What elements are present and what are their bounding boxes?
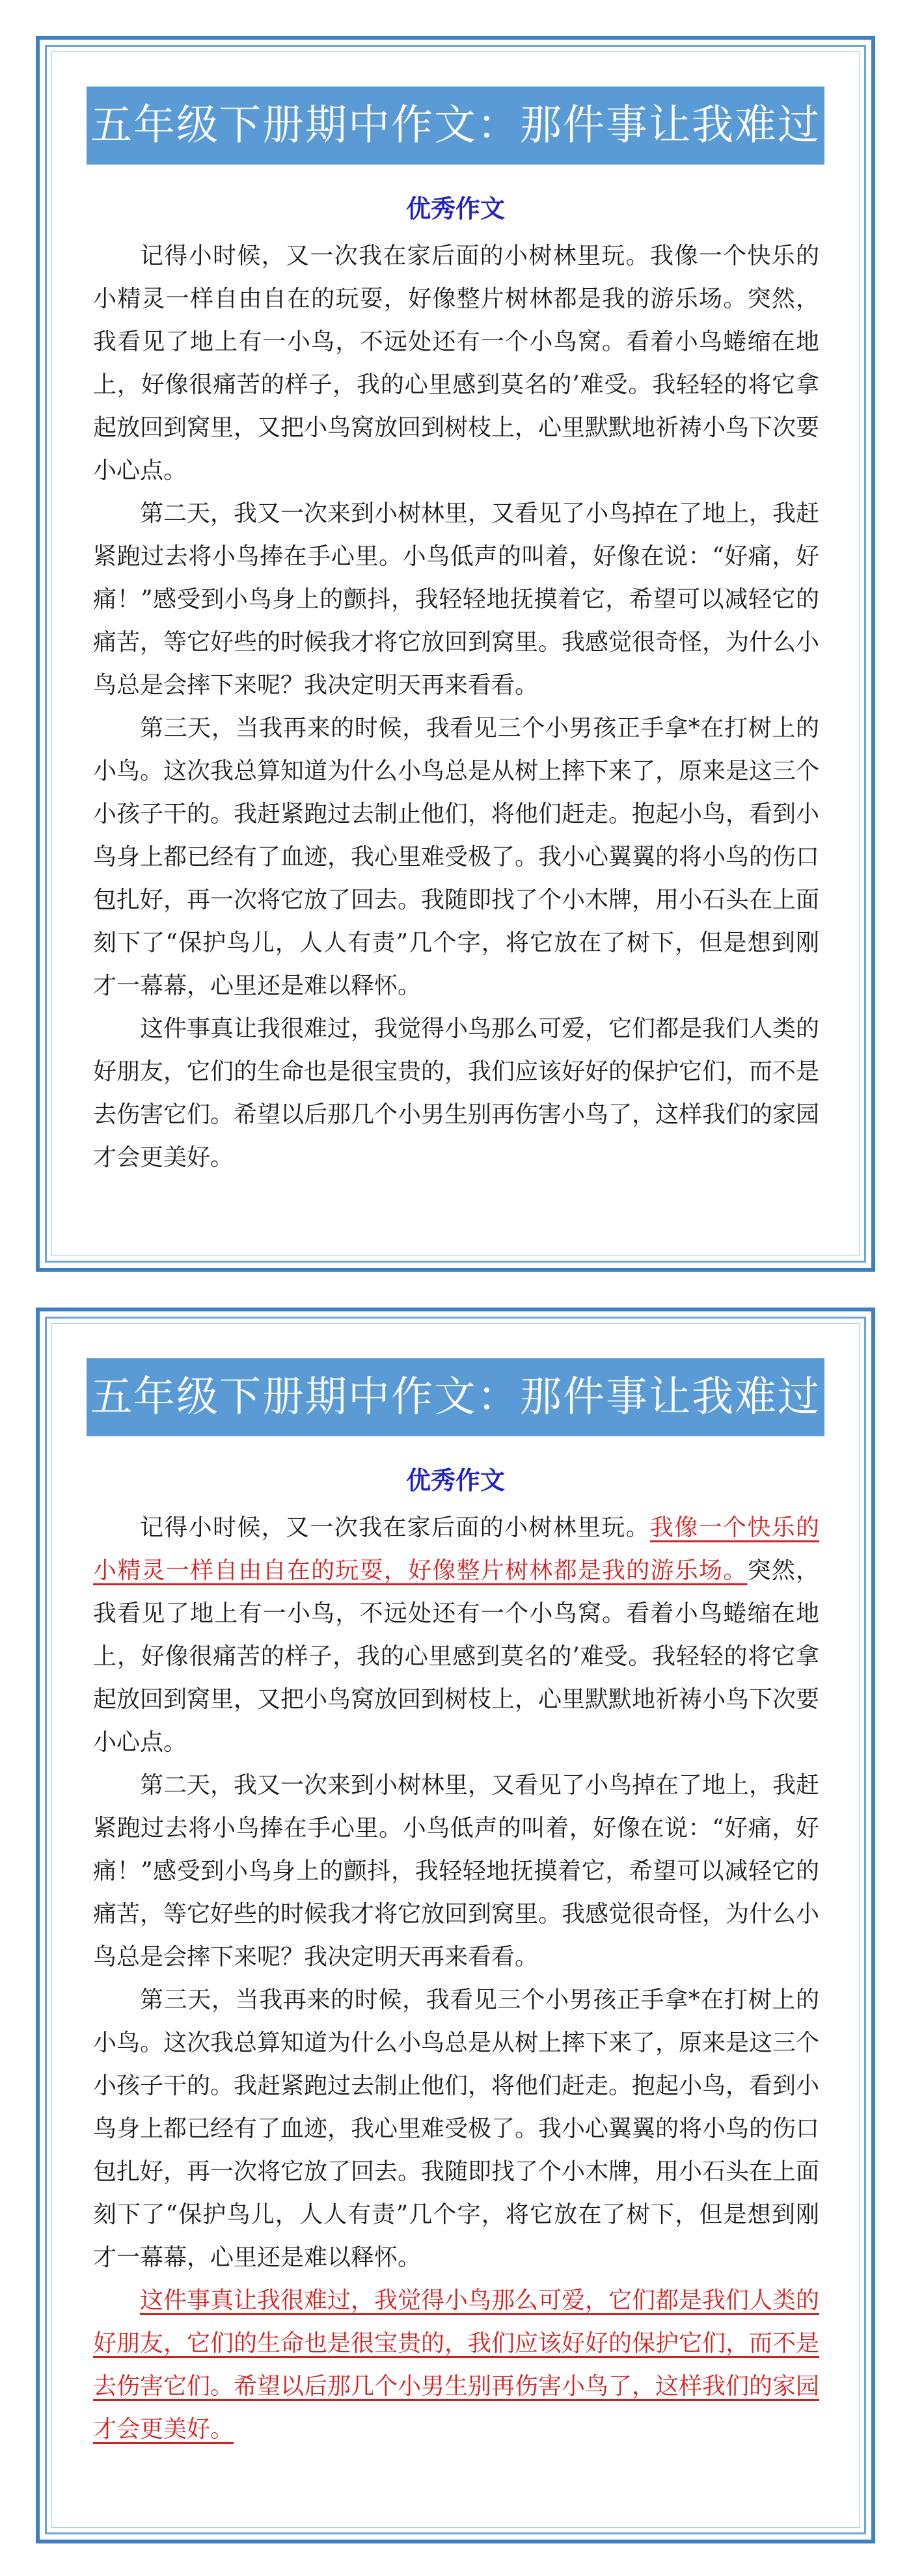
- paragraph-2: 第二天，我又一次来到小树林里，又看见了小鸟掉在了地上，我赶紧跑过去将小鸟捧在手心里。小鸟低声的叫着，好像在说：“好痛，好痛！”感受到小鸟身上的颤抖，我轻轻地抚摸着它，希望可以减轻它的痛苦，等它好些的时候我才将它放回到窝里。我感觉很奇怪，为什么小鸟总是会摔下来呢？我决定明天再来看看。: [93, 500, 820, 699]
- essay-card-plain: [36, 36, 875, 1272]
- p1-end: 突然，我看见了地上有一小鸟，不远处还有一个小鸟窝。看着小鸟蜷缩在地上，好像很痛苦的样子，我的心里感到莫名的’难受。我轻轻的将它拿起放回到窝里，又把小鸟窝放回到树枝上，心里默默地祈祷小鸟下次要小心点。: [93, 286, 820, 484]
- essay-body: [93, 235, 819, 1179]
- highlighted-paragraph: 这件事真让我很难过，我觉得小鸟那么可爱，它们都是我们人类的好朋友，它们的生命也是很宝贵的，我们应该好好的保护它们，而不是去伤害它们。希望以后那几个小男生别再伤害小鸟了，这样我们的家园才会更美好。: [93, 2287, 820, 2443]
- essay-body: [93, 1507, 819, 2451]
- paragraph-1: [93, 235, 819, 492]
- essay-card-annotated: [36, 1308, 875, 2543]
- paragraph-1: [93, 1507, 819, 1764]
- subtitle: 优秀作文: [405, 195, 505, 223]
- paragraph-2: 第二天，我又一次来到小树林里，又看见了小鸟掉在了地上，我赶紧跑过去将小鸟捧在手心里。小鸟低声的叫着，好像在说：“好痛，好痛！”感受到小鸟身上的颤抖，我轻轻地抚摸着它，希望可以减轻它的痛苦，等它好些的时候我才将它放回到窝里。我感觉很奇怪，为什么小鸟总是会摔下来呢？我决定明天再来看看。: [93, 1772, 820, 1970]
- subtitle: 优秀作文: [405, 1466, 505, 1495]
- paragraph-4: 这件事真让我很难过，我觉得小鸟那么可爱，它们都是我们人类的好朋友，它们的生命也是很宝贵的，我们应该好好的保护它们，而不是去伤害它们。希望以后那几个小男生别再伤害小鸟了，这样我们的家园才会更美好。: [93, 1015, 820, 1171]
- p1-middle: 我像一个快乐的小精灵一样自由自在的玩耍，好像整片树林都是我的游乐场。: [93, 243, 819, 312]
- title-banner: 五年级下册期中作文：那件事让我难过: [87, 87, 824, 165]
- p1-start: 记得小时候，又一次我在家后面的小树林里玩。: [140, 1514, 650, 1541]
- title-banner: 五年级下册期中作文：那件事让我难过: [87, 1358, 824, 1436]
- paragraph-3: 第三天，当我再来的时候，我看见三个小男孩正手拿*在打树上的小鸟。这次我总算知道为什么小鸟总是从树上摔下来了，原来是这三个小孩子干的。我赶紧跑过去制止他们，将他们赶走。抱起小鸟，看到小鸟身上都已经有了血迹，我心里难受极了。我小心翼翼的将小鸟的伤口包扎好，再一次将它放了回去。我随即找了个小木牌，用小石头在上面刻下了“保护鸟儿，人人有责”几个字，将它放在了树下，但是想到刚才一幕幕，心里还是难以释怀。: [93, 715, 820, 999]
- paragraph-3: 第三天，当我再来的时候，我看见三个小男孩正手拿*在打树上的小鸟。这次我总算知道为什么小鸟总是从树上摔下来了，原来是这三个小孩子干的。我赶紧跑过去制止他们，将他们赶走。抱起小鸟，看到小鸟身上都已经有了血迹，我心里难受极了。我小心翼翼的将小鸟的伤口包扎好，再一次将它放了回去。我随即找了个小木牌，用小石头在上面刻下了“保护鸟儿，人人有责”几个字，将它放在了树下，但是想到刚才一幕幕，心里还是难以释怀。: [93, 1987, 820, 2271]
- highlighted-sentence: 我像一个快乐的小精灵一样自由自在的玩耍，好像整片树林都是我的游乐场。: [93, 1514, 819, 1584]
- p1-start: 记得小时候，又一次我在家后面的小树林里玩。: [140, 243, 650, 269]
- paragraph-4: [93, 2279, 819, 2451]
- p1-end: 突然，我看见了地上有一小鸟，不远处还有一个小鸟窝。看着小鸟蜷缩在地上，好像很痛苦的样子，我的心里感到莫名的’难受。我轻轻的将它拿起放回到窝里，又把小鸟窝放回到树枝上，心里默默地祈祷小鸟下次要小心点。: [93, 1557, 820, 1756]
